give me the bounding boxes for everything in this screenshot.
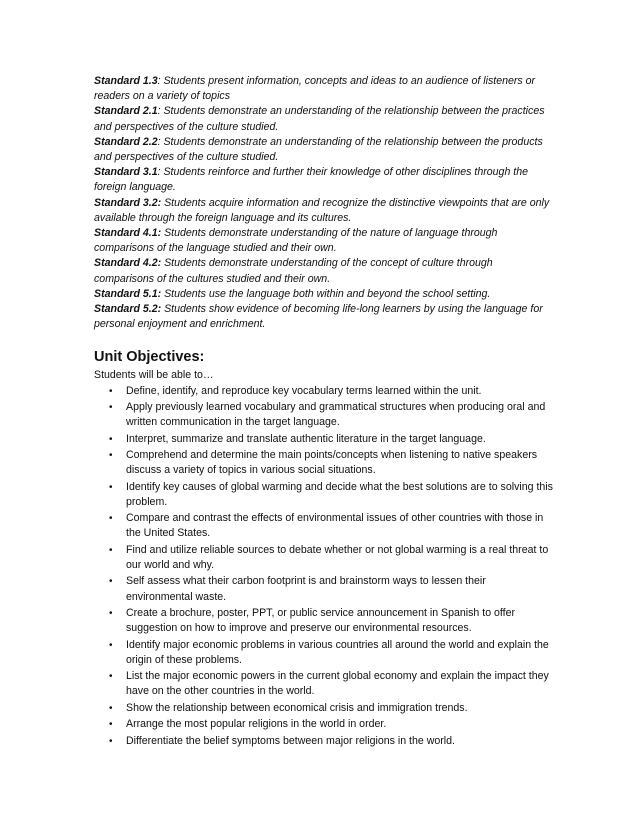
standard-text: : Students present information, concepts and ideas to an audience of listeners or readers on a variety of topics bbox=[94, 75, 536, 103]
standard-1-3 bbox=[94, 74, 554, 104]
objective-text: Compare and contrast the effects of environmental issues of other countries with those in the United States. bbox=[126, 512, 544, 540]
objective-text: Apply previously learned vocabulary and grammatical structures when producing oral and written communication in the target language. bbox=[126, 401, 546, 429]
standard-label: Standard 1.3 bbox=[94, 75, 158, 87]
standard-5-1 bbox=[94, 287, 554, 302]
objective-text: List the major economic powers in the current global economy and explain the impact they have on the other countries in the world. bbox=[126, 670, 549, 698]
objective-item bbox=[94, 511, 554, 541]
document-page bbox=[94, 74, 554, 750]
objective-text: Identify major economic problems in various countries all around the world and explain the origin of these problems. bbox=[126, 638, 549, 666]
bullet-icon: • bbox=[109, 481, 113, 493]
bullet-icon: • bbox=[109, 544, 113, 556]
objective-item bbox=[94, 480, 554, 510]
standard-label: Standard 3.2: bbox=[94, 196, 162, 209]
objectives-intro: Students will be able to… bbox=[94, 369, 214, 382]
objective-item bbox=[94, 638, 554, 668]
standard-label: Standard 4.2: bbox=[94, 257, 162, 270]
standard-label: Standard 5.1: bbox=[94, 287, 162, 300]
bullet-icon: • bbox=[109, 433, 113, 445]
standard-label: Standard 3.1 bbox=[94, 166, 158, 179]
bullet-icon: • bbox=[109, 702, 113, 714]
standard-text: : Students demonstrate an understanding of the relationship between the practices and perspectives of the culture studied. bbox=[94, 105, 545, 133]
objective-item bbox=[94, 669, 554, 699]
objective-text: Self assess what their carbon footprint is and brainstorm ways to lessen their environmental waste. bbox=[126, 575, 486, 603]
bullet-icon: • bbox=[109, 402, 113, 414]
objective-item bbox=[94, 384, 554, 399]
standard-3-2 bbox=[94, 196, 554, 226]
objective-item bbox=[94, 574, 554, 604]
objective-text: Comprehend and determine the main points/concepts when listening to native speakers discuss a variety of topics in various social situations. bbox=[126, 449, 538, 477]
objective-text: Create a brochure, poster, PPT, or public service announcement in Spanish to offer suggestion on how to improve and preserve our environmental resources. bbox=[126, 607, 516, 635]
objective-text: Arrange the most popular religions in the world in order. bbox=[126, 718, 387, 731]
standard-2-2 bbox=[94, 135, 554, 165]
objective-item bbox=[94, 543, 554, 573]
objective-item bbox=[94, 734, 554, 749]
standard-text: Students acquire information and recognize the distinctive viewpoints that are only available through the foreign language and its cultures. bbox=[94, 196, 550, 224]
standard-3-1 bbox=[94, 165, 554, 195]
bullet-icon: • bbox=[109, 576, 113, 588]
bullet-icon: • bbox=[109, 608, 113, 619]
standard-label: Standard 5.2: bbox=[94, 303, 162, 316]
standard-4-2 bbox=[94, 256, 554, 286]
standard-text: Students demonstrate understanding of the concept of culture through comparisons of the cultures studied and their own. bbox=[94, 257, 493, 285]
standards-list bbox=[94, 74, 554, 332]
objective-text: Find and utilize reliable sources to debate whether or not global warming is a real threat to our world and why. bbox=[126, 543, 549, 572]
standard-5-2 bbox=[94, 302, 554, 332]
standard-2-1 bbox=[94, 104, 554, 134]
objective-text: Define, identify, and reproduce key vocabulary terms learned within the unit. bbox=[126, 384, 482, 397]
standard-label: Standard 2.2 bbox=[94, 135, 158, 148]
bullet-icon: • bbox=[109, 671, 113, 683]
objective-item bbox=[94, 701, 554, 716]
bullet-icon: • bbox=[109, 719, 113, 731]
objective-item bbox=[94, 400, 554, 430]
objective-text: Differentiate the belief symptoms between major religions in the world. bbox=[126, 734, 455, 747]
objective-item bbox=[94, 448, 554, 478]
objective-text: Identify key causes of global warming and decide what the best solutions are to solving this problem. bbox=[126, 480, 553, 508]
standard-label: Standard 4.1: bbox=[94, 227, 162, 240]
standard-text: : Students reinforce and further their knowledge of other disciplines through the foreign language. bbox=[94, 166, 529, 194]
bullet-icon: • bbox=[109, 450, 113, 462]
bullet-icon: • bbox=[109, 639, 113, 651]
objective-text: Interpret, summarize and translate authentic literature in the target language. bbox=[126, 432, 486, 445]
bullet-icon: • bbox=[109, 735, 113, 747]
objective-text: Show the relationship between economical crisis and immigration trends. bbox=[126, 701, 468, 714]
standard-text: : Students demonstrate an understanding of the relationship between the products and perspectives of the culture studied. bbox=[94, 135, 543, 164]
standard-4-1 bbox=[94, 226, 554, 256]
standard-text: Students demonstrate understanding of the nature of language through comparisons of the language studied and their own. bbox=[94, 227, 498, 255]
unit-objectives-heading: Unit Objectives: bbox=[94, 349, 205, 366]
standard-text: Students show evidence of becoming life-long learners by using the language for personal enjoyment and enrichment. bbox=[94, 303, 543, 331]
bullet-icon: • bbox=[109, 513, 113, 525]
objectives-list bbox=[94, 384, 554, 749]
objective-item bbox=[94, 432, 554, 447]
bullet-icon: • bbox=[109, 385, 113, 397]
standard-label: Standard 2.1 bbox=[94, 105, 158, 118]
objective-item bbox=[94, 717, 554, 732]
standard-text: Students use the language both within and beyond the school setting. bbox=[161, 287, 491, 300]
objective-item bbox=[94, 606, 554, 636]
